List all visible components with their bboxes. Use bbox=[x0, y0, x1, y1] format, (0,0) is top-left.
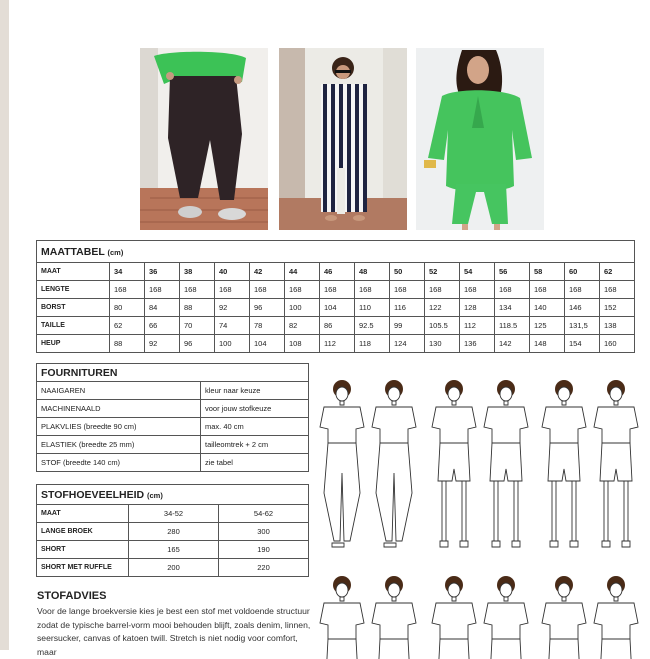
size-cell: 46 bbox=[320, 263, 355, 281]
table-cell: 168 bbox=[355, 281, 390, 299]
size-cell: 52 bbox=[425, 263, 460, 281]
table-cell: 99 bbox=[390, 317, 425, 335]
photo-green-shirt-shorts bbox=[416, 48, 544, 230]
table-cell: 118 bbox=[355, 335, 390, 353]
size-cell: 42 bbox=[250, 263, 285, 281]
table-cell: 125 bbox=[530, 317, 565, 335]
table-cell: 220 bbox=[219, 559, 309, 577]
table-cell: 104 bbox=[250, 335, 285, 353]
fabric-header-row bbox=[37, 505, 309, 523]
size-cell: 44 bbox=[285, 263, 320, 281]
table-row bbox=[37, 523, 309, 541]
table-cell: 70 bbox=[180, 317, 215, 335]
size-table-title: MAATTABEL (cm) bbox=[37, 241, 635, 263]
table-row bbox=[37, 317, 635, 335]
table-cell: 112 bbox=[460, 317, 495, 335]
row-label: HEUP bbox=[37, 335, 110, 353]
table-cell: 146 bbox=[565, 299, 600, 317]
size-header-label: MAAT bbox=[37, 263, 110, 281]
table-cell: 168 bbox=[460, 281, 495, 299]
table-cell: 108 bbox=[285, 335, 320, 353]
table-cell: 88 bbox=[180, 299, 215, 317]
table-row bbox=[37, 436, 309, 454]
table-cell: 122 bbox=[425, 299, 460, 317]
table-cell: 280 bbox=[129, 523, 219, 541]
table-cell: 168 bbox=[145, 281, 180, 299]
table-cell: 92.5 bbox=[355, 317, 390, 335]
table-cell: 88 bbox=[110, 335, 145, 353]
table-cell: 96 bbox=[250, 299, 285, 317]
supply-item: PLAKVLIES (breedte 90 cm) bbox=[37, 418, 201, 436]
size-cell: 62 bbox=[600, 263, 635, 281]
table-cell: 112 bbox=[320, 335, 355, 353]
table-row bbox=[37, 281, 635, 299]
row-label: SHORT bbox=[37, 541, 129, 559]
photo-striped-set bbox=[279, 48, 407, 230]
size-header-row bbox=[37, 263, 635, 281]
table-cell: 74 bbox=[215, 317, 250, 335]
table-cell: 138 bbox=[600, 317, 635, 335]
table-row bbox=[37, 454, 309, 472]
table-cell: 190 bbox=[219, 541, 309, 559]
table-cell: 124 bbox=[390, 335, 425, 353]
row-label: BORST bbox=[37, 299, 110, 317]
table-row bbox=[37, 335, 635, 353]
table-cell: 130 bbox=[425, 335, 460, 353]
supply-value: kleur naar keuze bbox=[201, 382, 309, 400]
size-cell: 58 bbox=[530, 263, 565, 281]
table-cell: 168 bbox=[600, 281, 635, 299]
size-cell: 54 bbox=[460, 263, 495, 281]
table-cell: 118.5 bbox=[495, 317, 530, 335]
photo-barrel-pants bbox=[140, 48, 268, 230]
size-cell: 50 bbox=[390, 263, 425, 281]
size-cell: 56 bbox=[495, 263, 530, 281]
table-cell: 134 bbox=[495, 299, 530, 317]
size-table bbox=[36, 240, 635, 353]
fabric-advice-text: Voor de lange broekversie kies je best een stof met voldoende structuur zodat de typische barrel-vorm mooi behouden blijft, zoals denim, linnen, seersucker, canvas of katoen twill. Stretch is niet nodig voor comfort, maar bbox=[37, 606, 311, 657]
table-cell: 152 bbox=[600, 299, 635, 317]
table-cell: 200 bbox=[129, 559, 219, 577]
page-edge bbox=[0, 0, 9, 650]
table-cell: 168 bbox=[110, 281, 145, 299]
table-cell: 168 bbox=[530, 281, 565, 299]
table-cell: 92 bbox=[215, 299, 250, 317]
table-cell: 104 bbox=[320, 299, 355, 317]
table-cell: 110 bbox=[355, 299, 390, 317]
supply-value: zie tabel bbox=[201, 454, 309, 472]
table-cell: 168 bbox=[495, 281, 530, 299]
table-cell: 140 bbox=[530, 299, 565, 317]
fabric-advice-title: STOFADVIES bbox=[37, 590, 107, 602]
table-cell: 168 bbox=[285, 281, 320, 299]
table-cell: 168 bbox=[320, 281, 355, 299]
table-cell: 84 bbox=[145, 299, 180, 317]
table-cell: 128 bbox=[460, 299, 495, 317]
table-cell: 105.5 bbox=[425, 317, 460, 335]
table-cell: 300 bbox=[219, 523, 309, 541]
fabric-header-col: 54-62 bbox=[219, 505, 309, 523]
size-cell: 34 bbox=[110, 263, 145, 281]
table-cell: 165 bbox=[129, 541, 219, 559]
table-cell: 116 bbox=[390, 299, 425, 317]
technical-illustrations bbox=[318, 373, 640, 650]
table-row bbox=[37, 382, 309, 400]
table-cell: 160 bbox=[600, 335, 635, 353]
size-cell: 38 bbox=[180, 263, 215, 281]
table-row bbox=[37, 400, 309, 418]
fabric-header-col: 34-52 bbox=[129, 505, 219, 523]
table-cell: 92 bbox=[145, 335, 180, 353]
supply-item: MACHINENAALD bbox=[37, 400, 201, 418]
supply-item: ELASTIEK (breedte 25 mm) bbox=[37, 436, 201, 454]
row-label: SHORT MET RUFFLE bbox=[37, 559, 129, 577]
table-cell: 82 bbox=[285, 317, 320, 335]
supply-value: voor jouw stofkeuze bbox=[201, 400, 309, 418]
size-cell: 40 bbox=[215, 263, 250, 281]
table-cell: 100 bbox=[215, 335, 250, 353]
fabric-amount-table bbox=[36, 484, 309, 577]
table-cell: 62 bbox=[110, 317, 145, 335]
table-cell: 86 bbox=[320, 317, 355, 335]
size-cell: 48 bbox=[355, 263, 390, 281]
table-cell: 148 bbox=[530, 335, 565, 353]
table-cell: 100 bbox=[285, 299, 320, 317]
table-row bbox=[37, 299, 635, 317]
table-cell: 131,5 bbox=[565, 317, 600, 335]
table-cell: 154 bbox=[565, 335, 600, 353]
row-label: TAILLE bbox=[37, 317, 110, 335]
fabric-amount-title: STOFHOEVEELHEID (cm) bbox=[37, 485, 309, 505]
table-cell: 168 bbox=[250, 281, 285, 299]
table-cell: 168 bbox=[425, 281, 460, 299]
table-cell: 80 bbox=[110, 299, 145, 317]
supply-item: STOF (breedte 140 cm) bbox=[37, 454, 201, 472]
supplies-title: FOURNITUREN bbox=[37, 364, 309, 382]
row-label: LENGTE bbox=[37, 281, 110, 299]
supplies-table bbox=[36, 363, 309, 472]
table-cell: 96 bbox=[180, 335, 215, 353]
table-cell: 168 bbox=[565, 281, 600, 299]
supply-item: NAAIGAREN bbox=[37, 382, 201, 400]
table-cell: 66 bbox=[145, 317, 180, 335]
size-cell: 60 bbox=[565, 263, 600, 281]
supply-value: max. 40 cm bbox=[201, 418, 309, 436]
size-cell: 36 bbox=[145, 263, 180, 281]
table-row bbox=[37, 559, 309, 577]
table-cell: 78 bbox=[250, 317, 285, 335]
table-row bbox=[37, 541, 309, 559]
table-cell: 168 bbox=[390, 281, 425, 299]
table-row bbox=[37, 418, 309, 436]
table-cell: 136 bbox=[460, 335, 495, 353]
table-cell: 168 bbox=[215, 281, 250, 299]
table-cell: 142 bbox=[495, 335, 530, 353]
table-cell: 168 bbox=[180, 281, 215, 299]
supply-value: tailleomtrek + 2 cm bbox=[201, 436, 309, 454]
row-label: LANGE BROEK bbox=[37, 523, 129, 541]
fabric-header-label: MAAT bbox=[37, 505, 129, 523]
